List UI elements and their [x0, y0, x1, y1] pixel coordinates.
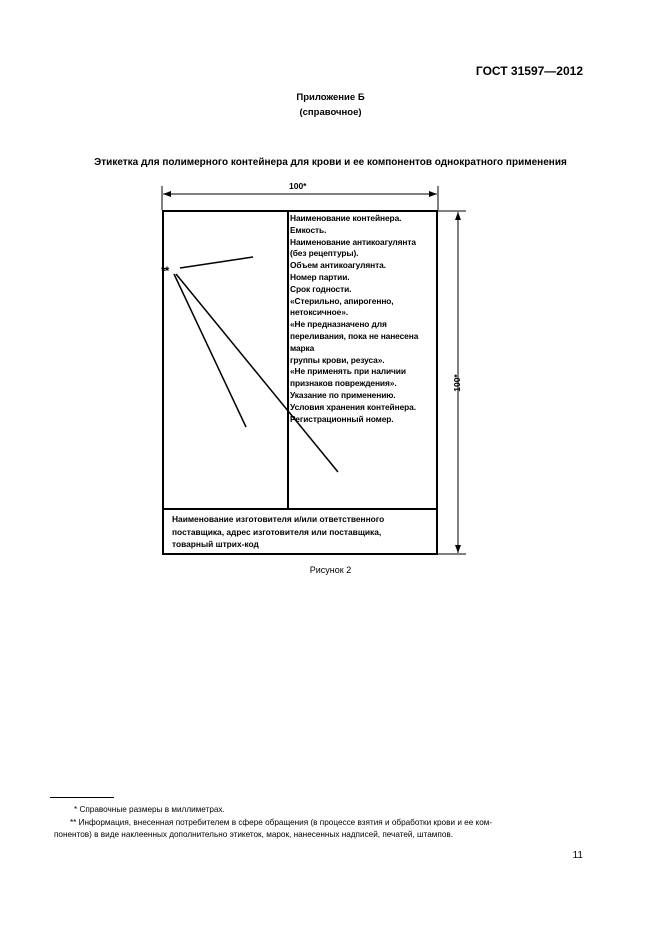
- info-line: Наименование антикоагулянта: [290, 236, 416, 247]
- info-line: «Стерильно, апирогенно, нетоксичное».: [290, 295, 394, 318]
- width-dimension-label: 100*: [289, 181, 307, 191]
- footnote-2: [54, 817, 589, 841]
- label-vertical-divider: [287, 210, 289, 510]
- info-line: признаков повреждения».: [290, 378, 397, 389]
- info-line: Срок годности.: [290, 283, 352, 294]
- figure-title: Этикетка для полимерного контейнера для крови и ее компонентов однократного применения: [94, 157, 567, 168]
- manufacturer-line: поставщика, адрес изготовителя или поставщика,: [172, 526, 382, 537]
- appendix-title: Приложение Б: [296, 92, 365, 103]
- page-number: 11: [572, 850, 583, 861]
- manufacturer-info-block: [172, 513, 434, 551]
- appendix-note: (справочное): [299, 107, 362, 118]
- info-line: Объем антикоагулянта.: [290, 260, 386, 271]
- footnote-1: * Справочные размеры в миллиметрах.: [74, 805, 225, 814]
- footnote-2-line-2: понентов) в виде наклеенных дополнительно этикеток, марок, нанесенных надписей, печатей, штампов.: [54, 830, 454, 839]
- standard-number: ГОСТ 31597—2012: [475, 64, 583, 78]
- footnote-separator: [50, 797, 114, 798]
- height-dimension-label: 100*: [451, 374, 462, 392]
- consumer-info-marker: **: [161, 264, 169, 278]
- figure-caption: Рисунок 2: [309, 565, 352, 575]
- manufacturer-line: Наименование изготовителя и/или ответственного: [172, 514, 385, 524]
- info-line: Указание по применению.: [290, 389, 396, 400]
- label-horizontal-divider: [162, 508, 438, 510]
- info-line: «Не применять при наличии: [290, 366, 406, 377]
- info-line: группы крови, резуса».: [290, 354, 385, 365]
- info-line: Номер партии.: [290, 271, 350, 282]
- info-line: «Не предназначено для переливания, пока не нанесена марка: [290, 319, 419, 353]
- info-line: (без рецептуры).: [290, 248, 359, 259]
- label-info-block: [290, 213, 436, 425]
- info-line: Регистрационный номер.: [290, 413, 394, 424]
- info-line: Емкость.: [290, 224, 327, 235]
- info-line: Условия хранения контейнера.: [290, 401, 416, 412]
- footnote-2-line-1: ** Информация, внесенная потребителем в сфере обращения (в процессе взятия и обработки крови и ее ком-: [70, 818, 493, 827]
- info-line: Наименование контейнера.: [290, 213, 402, 223]
- manufacturer-line: товарный штрих-код: [172, 539, 259, 549]
